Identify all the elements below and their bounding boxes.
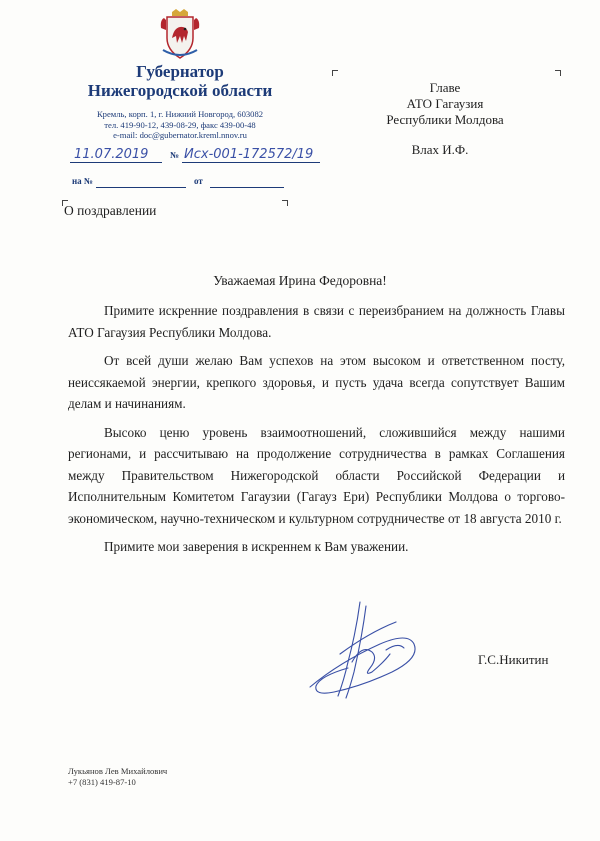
corner-mark bbox=[332, 70, 338, 76]
in-reply-row bbox=[70, 176, 290, 190]
reference-number: Исх-001-172572/19 bbox=[184, 147, 314, 162]
body-paragraph: Примите мои заверения в искреннем к Вам уважении. bbox=[104, 539, 409, 554]
corner-mark bbox=[555, 70, 561, 76]
addressee-line3: Республики Молдова bbox=[386, 112, 504, 127]
reference-date: 11.07.2019 bbox=[74, 147, 149, 162]
addressee-line2: АТО Гагаузия bbox=[406, 96, 484, 111]
letterhead-title-line2: Нижегородской области bbox=[87, 81, 273, 100]
executor-info bbox=[68, 766, 167, 788]
reference-number-label: № bbox=[170, 150, 180, 160]
body-paragraph: Высоко ценю уровень взаимоотношений, сложившийся между нашими регионами, и рассчитываю на продолжение сотрудничества в рамках Соглашения между Правительством Нижегородской области Российской Федерации и Исполнительным Комитетом Гагаузии (Гагауз Ери) Республики Молдова о торгово-экономическом, научно-техническом и культурном сотрудничестве от 18 августа 2010 г. bbox=[68, 424, 565, 526]
in-reply-label: на № bbox=[72, 176, 93, 186]
executor-name: Лукьянов Лев Михайлович bbox=[68, 766, 168, 776]
addressee-line1: Главе bbox=[429, 80, 461, 95]
salutation: Уважаемая Ирина Федоровна! bbox=[213, 273, 387, 288]
letter-body bbox=[68, 300, 565, 565]
corner-mark bbox=[282, 200, 288, 206]
letterhead-phones: тел. 419-90-12, 439-08-29, факс 439-00-48 bbox=[104, 119, 256, 130]
body-paragraph: Примите искренние поздравления в связи с переизбранием на должность Главы АТО Гагаузия Республики Молдова. bbox=[68, 303, 565, 340]
from-label: от bbox=[194, 176, 203, 186]
letterhead-email: e-mail: doc@gubernator.kreml.nnov.ru bbox=[113, 130, 247, 140]
handwritten-signature-icon bbox=[300, 592, 430, 707]
signer-name: Г.С.Никитин bbox=[478, 652, 549, 667]
letterhead-address: Кремль, корп. 1, г. Нижний Новгород, 603082 bbox=[96, 109, 264, 119]
letterhead-title bbox=[60, 62, 300, 100]
letterhead-title-line1: Губернатор bbox=[136, 62, 224, 81]
subject-line: О поздравлении bbox=[64, 203, 157, 218]
coat-of-arms-icon bbox=[158, 8, 202, 62]
addressee-name: Влах И.Ф. bbox=[411, 142, 469, 157]
addressee-block bbox=[360, 80, 530, 128]
executor-phone: +7 (831) 419-87-10 bbox=[68, 777, 136, 787]
reference-row bbox=[70, 147, 340, 169]
letterhead-contacts bbox=[60, 109, 300, 141]
body-paragraph: От всей души желаю Вам успехов на этом высоком и ответственном посту, неиссякаемой энергии, крепкого здоровья, и пусть удача всегда сопутствует Вашим делам и начинаниям. bbox=[68, 353, 565, 411]
